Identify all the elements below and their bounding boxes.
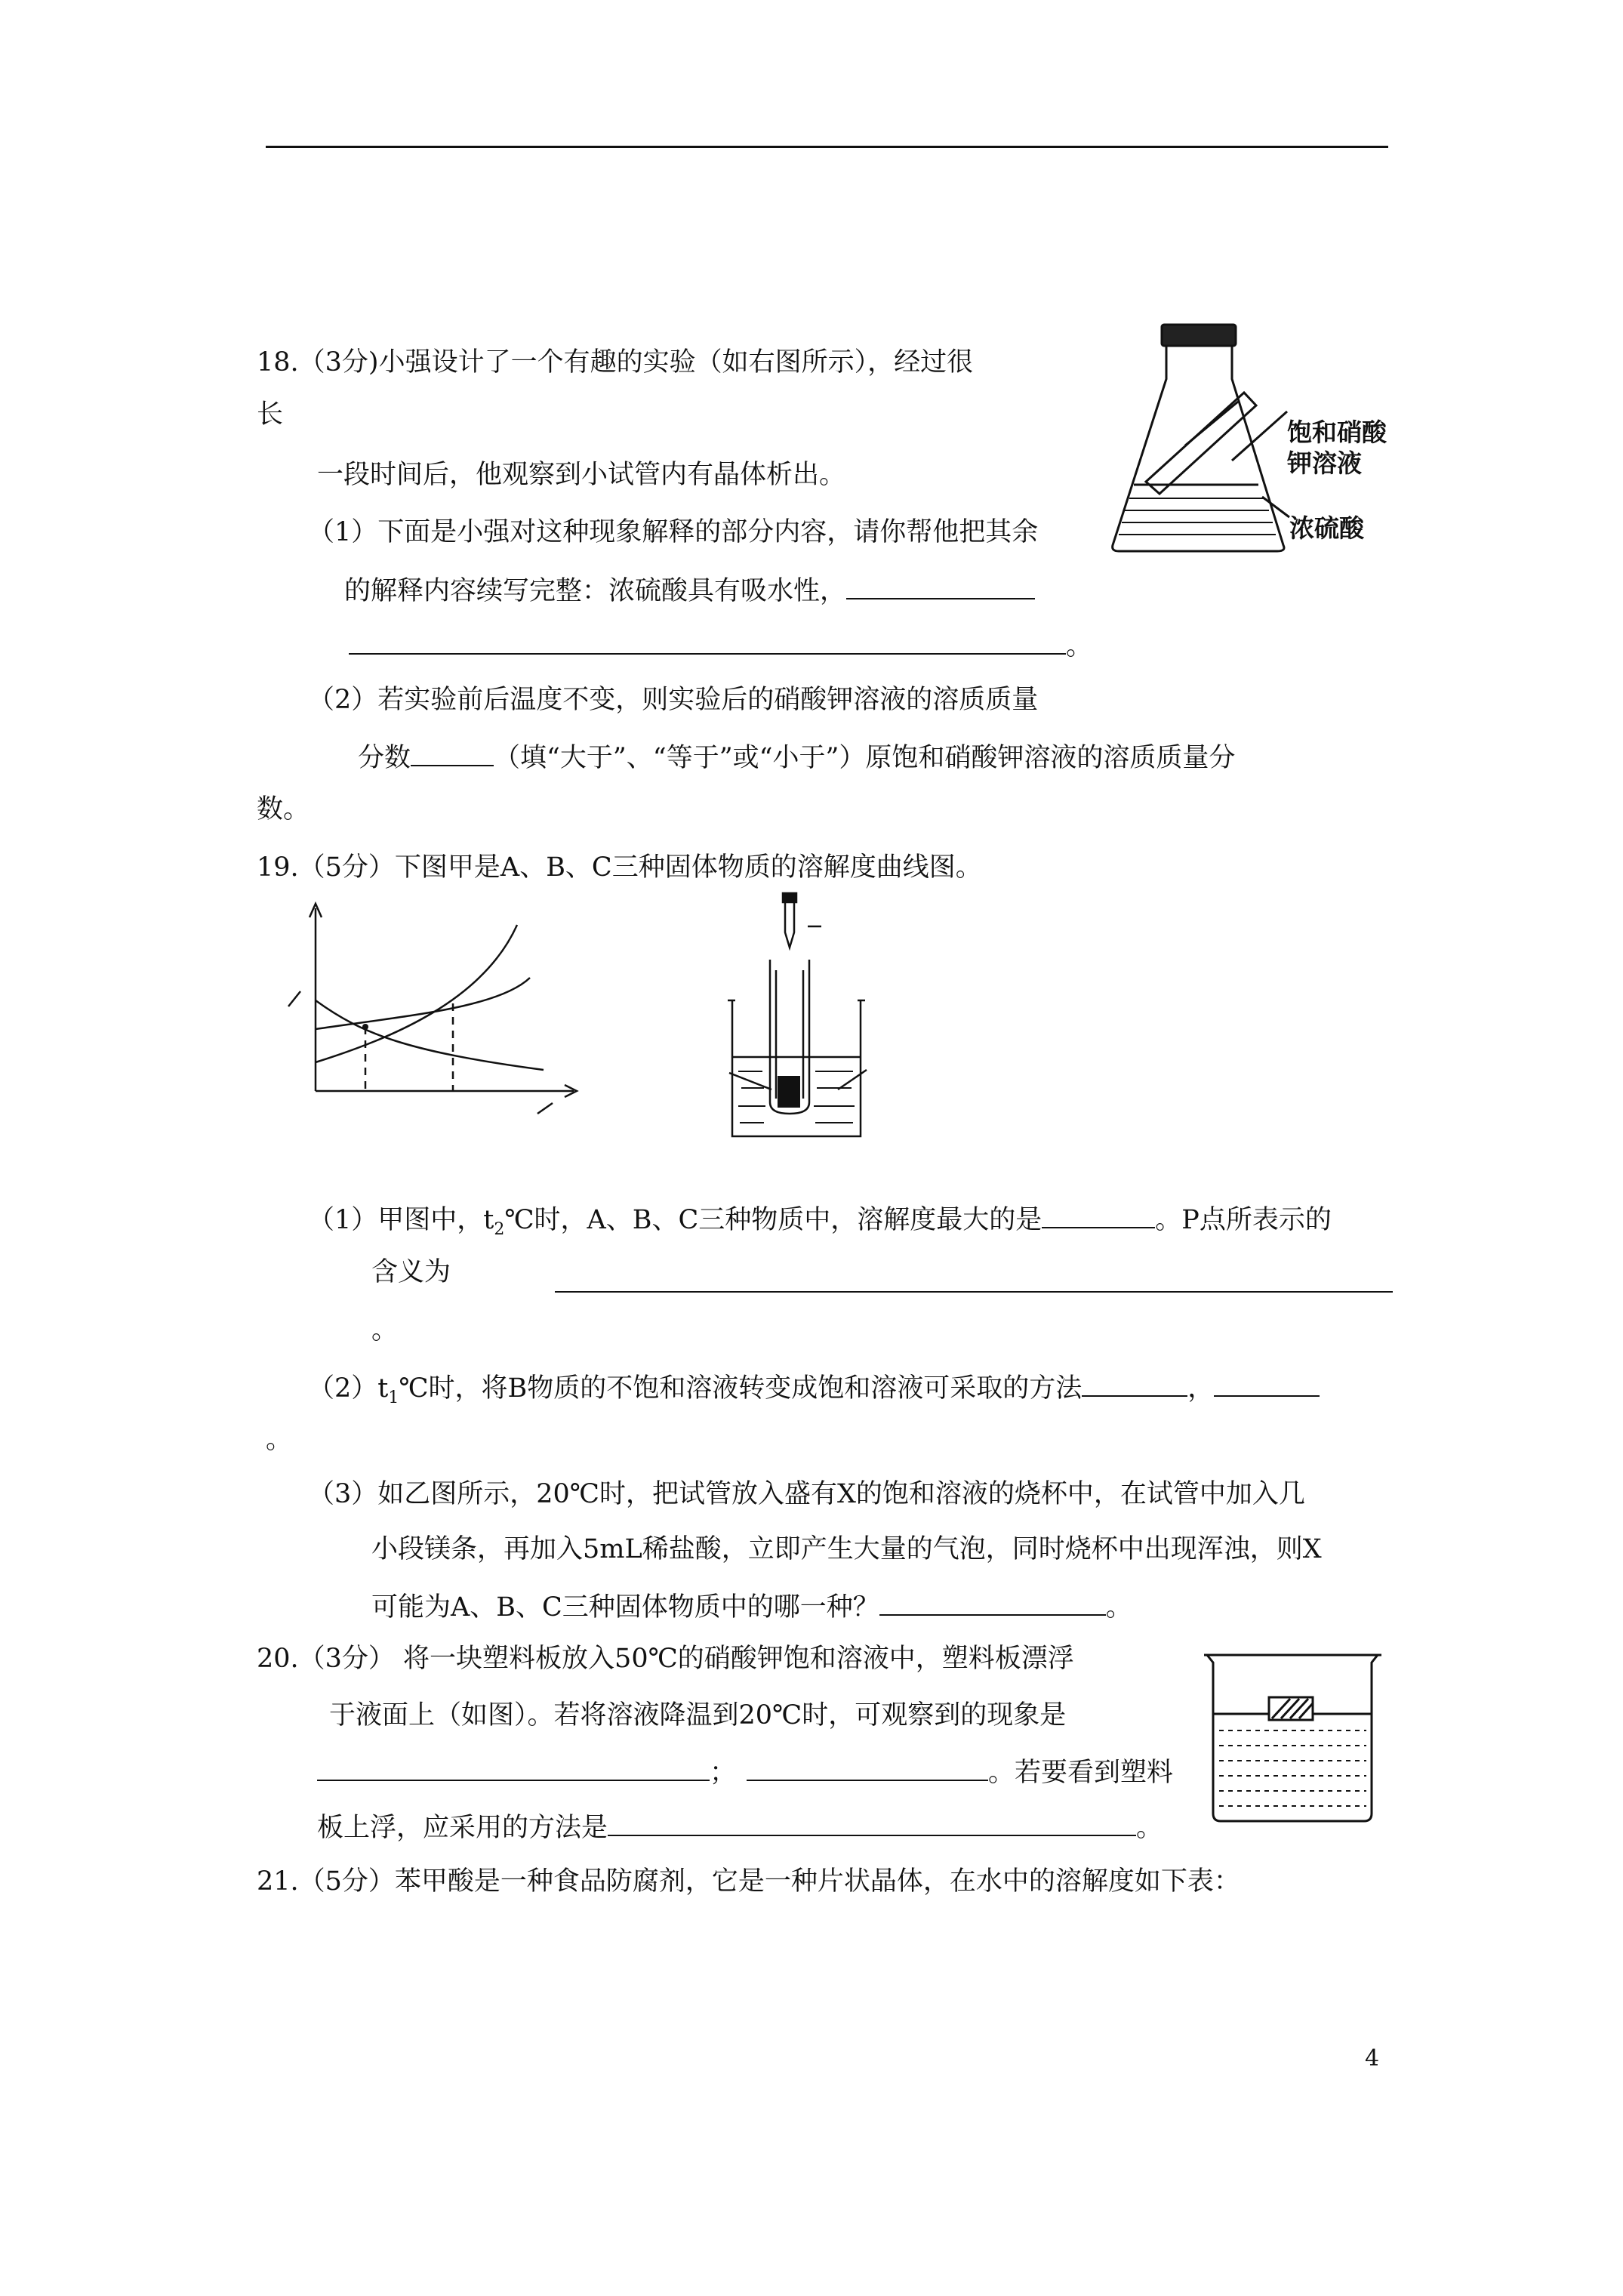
q19-part3-line3: [371, 1592, 1132, 1621]
floating-board-figure: [1196, 1646, 1389, 1827]
q18-line3: 一段时间后，他观察到小试管内有晶体析出。: [317, 460, 846, 490]
q18-line1: 18.（3分)小强设计了一个有趣的实验（如右图所示），经过很: [257, 347, 974, 378]
q21-line1: 21.（5分）苯甲酸是一种食品防腐剂，它是一种片状晶体，在水中的溶解度如下表：: [257, 1866, 1240, 1897]
q18-part1-line3: [349, 630, 1092, 660]
q19-part2-line1: [308, 1373, 1320, 1407]
q20-line3: [317, 1757, 1173, 1786]
q18-answer-blank-1[interactable]: [846, 575, 1035, 599]
q19-p1-sub: 2: [494, 1220, 505, 1239]
solubility-curve-figure: [272, 895, 589, 1136]
q18-part2-line1: （2）若实验前后温度不变，则实验后的硝酸钾溶液的溶质质量: [308, 685, 1039, 715]
beaker-testtube-figure: [717, 887, 913, 1148]
q19-p2-comma: ，: [1187, 1373, 1215, 1404]
q19-part1-line3: 。: [371, 1315, 399, 1345]
q19-part1-line2: 含义为: [371, 1257, 451, 1287]
q18-line2: 长: [257, 399, 284, 430]
q19-line1: 19.（5分）下图甲是A、B、C三种固体物质的溶解度曲线图。: [257, 852, 982, 883]
end-mark: 。: [1066, 631, 1093, 661]
q19-p2-sub: 1: [388, 1388, 399, 1407]
page-number: 4: [1365, 2045, 1380, 2072]
q18-part2-line3: 数。: [257, 794, 310, 824]
q19-answer-blank-3[interactable]: [1082, 1373, 1187, 1397]
q18-part1-line1: （1）下面是小强对这种现象解释的部分内容，请你帮他把其余: [308, 517, 1039, 547]
q19-answer-blank-1[interactable]: [1042, 1204, 1155, 1228]
q20-answer-blank-1[interactable]: [317, 1757, 710, 1781]
flask-label-sulfuric-acid: 浓硫酸: [1289, 513, 1364, 543]
q19-p1-text-a: （1）甲图中，t: [308, 1205, 494, 1235]
q19-p3-end: 。: [1105, 1592, 1132, 1623]
q20-semicolon: ；: [710, 1758, 737, 1788]
q18-part1-line2: [344, 575, 1035, 605]
q19-p2-text-a: （2）t: [308, 1373, 389, 1404]
q19-part3-line1: （3）如乙图所示，20℃时，把试管放入盛有X的饱和溶液的烧杯中，在试管中加入几: [308, 1479, 1305, 1509]
q20-line1: 20.（3分） 将一块塑料板放入50℃的硝酸钾饱和溶液中，塑料板漂浮: [257, 1644, 1074, 1674]
q19-answer-blank-5[interactable]: [879, 1592, 1106, 1616]
q19-part3-line2: 小段镁条，再加入5mL稀盐酸，立即产生大量的气泡，同时烧杯中出现浑浊，则X: [371, 1534, 1322, 1564]
q19-part2-line2: 。: [266, 1425, 293, 1455]
q20-line3-end: 。若要看到塑料: [988, 1758, 1174, 1788]
q20-answer-blank-2[interactable]: [747, 1757, 988, 1781]
flask-label-saturated-kno3: 饱和硝酸: [1287, 418, 1387, 447]
q19-part1-line1: [308, 1204, 1332, 1239]
q20-line4-end: 。: [1136, 1813, 1163, 1843]
q18-part2-text-a: 分数: [358, 743, 411, 773]
flask-label-solution: 钾溶液: [1287, 448, 1362, 478]
q20-line4: [317, 1812, 1163, 1841]
header-rule: [266, 146, 1388, 148]
q18-part2-text-b: （填“大于”、“等于”或“小于”）原饱和硝酸钾溶液的溶质质量分: [494, 743, 1236, 773]
q19-answer-blank-4[interactable]: [1214, 1373, 1320, 1397]
q18-part2-line2: [358, 742, 1235, 772]
q20-line4-text: 板上浮，应采用的方法是: [317, 1813, 608, 1843]
q19-p3-text: 可能为A、B、C三种固体物质中的哪一种？: [371, 1592, 879, 1623]
q20-line2: 于液面上（如图）。若将溶液降温到20℃时，可观察到的现象是: [329, 1700, 1067, 1730]
q20-answer-blank-3[interactable]: [608, 1812, 1136, 1836]
q19-p1-text-c: 。P点所表示的: [1155, 1205, 1332, 1235]
q18-answer-blank-3[interactable]: [411, 742, 494, 766]
q18-part1-text: 的解释内容续写完整：浓硫酸具有吸水性，: [344, 576, 847, 606]
q19-p1-text-b: ℃时，A、B、C三种物质中，溶解度最大的是: [504, 1205, 1042, 1235]
q19-p2-text-b: ℃时，将B物质的不饱和溶液转变成饱和溶液可采取的方法: [399, 1373, 1083, 1404]
q19-answer-blank-2[interactable]: [555, 1268, 1393, 1293]
q18-answer-blank-2[interactable]: [349, 630, 1066, 655]
